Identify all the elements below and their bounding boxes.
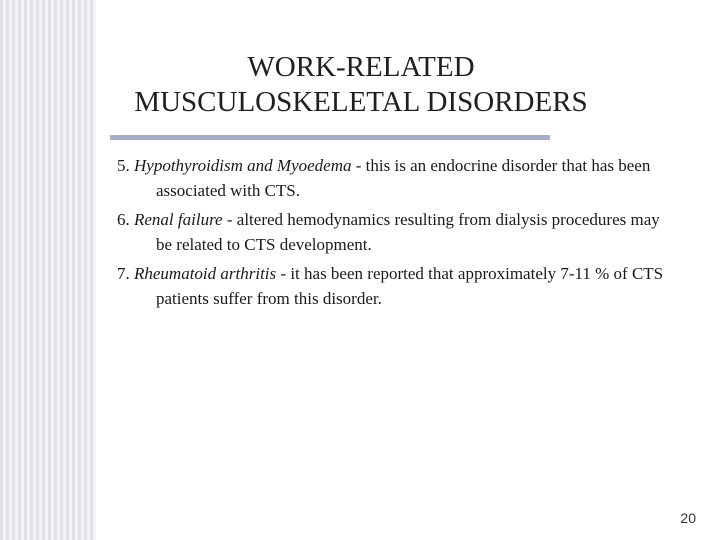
page-number: 20: [680, 510, 696, 526]
item-separator: ‑: [355, 156, 362, 175]
item-term: Renal failure: [134, 210, 223, 229]
slide-title-line-2: MUSCULOSKELETAL DISORDERS: [134, 86, 588, 118]
slide-title-line-1: WORK-RELATED: [247, 51, 475, 83]
item-text: this is an endocrine disorder that has been associated with CTS.: [156, 156, 651, 200]
title-underline-rule: [110, 135, 550, 140]
item-separator: ‑: [280, 264, 287, 283]
item-separator: ‑: [226, 210, 233, 229]
slide-title: [96, 50, 626, 120]
list-item: [117, 207, 677, 257]
item-number: 7.: [117, 264, 130, 283]
item-term: Hypothyroidism and Myoedema: [134, 156, 352, 175]
list-item: [117, 153, 677, 203]
item-number: 5.: [117, 156, 130, 175]
item-term: Rheumatoid arthritis: [134, 264, 277, 283]
item-text: altered hemodynamics resulting from dialysis procedures may be related to CTS development.: [156, 210, 660, 254]
item-text: it has been reported that approximately 7‑11 % of CTS patients suffer from this disorder.: [156, 264, 664, 308]
disorder-list: [117, 153, 677, 315]
item-number: 6.: [117, 210, 130, 229]
list-item: [117, 261, 677, 311]
